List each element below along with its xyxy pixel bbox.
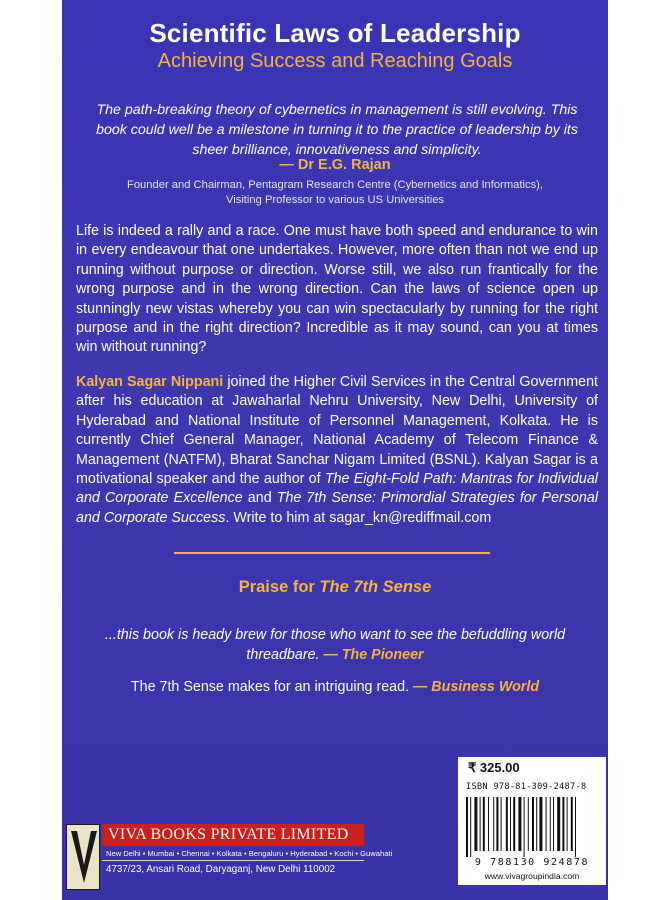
publisher-block xyxy=(66,824,393,890)
endorsement-author: — Dr E.G. Rajan xyxy=(279,157,391,173)
isbn: ISBN 978-81-309-2487-8 xyxy=(466,782,587,792)
endorsement-role-line1: Founder and Chairman, Pentagram Research Centre (Cybernetics and Informatics), xyxy=(127,179,543,191)
price: ₹ 325.00 xyxy=(468,760,520,775)
author-bio xyxy=(76,373,598,528)
publisher-address: 4737/23, Ansari Road, Daryaganj, New Delhi 110002 xyxy=(106,864,336,875)
publisher-name: VIVA BOOKS PRIVATE LIMITED xyxy=(102,824,364,846)
publisher-logo-icon xyxy=(66,824,100,890)
endorsement-quote: The path-breaking theory of cybernetics in management is still evolving. This book could well be a milestone in turning it to the practice of leadership by its sheer brilliance, innovativeness and simplicity. xyxy=(96,102,578,158)
endorsement-role-line2: Visiting Professor to various US Universities xyxy=(225,194,445,206)
praise-heading-book: The 7th Sense xyxy=(319,578,432,596)
section-divider xyxy=(174,552,490,554)
publisher-website: www.vivagroupindia.com xyxy=(484,871,580,881)
author-bio-text1: joined the Higher Civil Services in the Central Government after his education at Jawaharlal Nehru University, New Delhi, University of Hyderabad and National Institute of Personnel Management, Kolkata. He is currently Chief General Manager, National Academy of Telecom Finance & Management (NATFM), Bharat Sanchar Nigam Limited (BSNL). Kalyan Sagar is a motivational speaker and the author of xyxy=(76,374,598,488)
author-book2: The 7th Sense: Primordial Strategies for Personal and Corporate Success xyxy=(76,490,598,526)
book-subtitle: Achieving Success and Reaching Goals xyxy=(157,50,513,72)
barcode-icon xyxy=(464,797,600,857)
author-book1: The Eight-Fold Path: Mantras for Individual and Corporate Excellence xyxy=(76,471,598,507)
author-bio-text3: . Write to him at sagar_kn@rediffmail.com xyxy=(225,509,492,526)
praise-heading-prefix: Praise for xyxy=(238,578,320,596)
review-business-world xyxy=(62,679,608,695)
book-title: Scientific Laws of Leadership xyxy=(149,18,521,48)
review-pioneer xyxy=(92,625,578,665)
book-blurb: Life is indeed a rally and a race. One must have both speed and endurance to win in every endeavour that one undertakes. However, more often than not we end up running without purpose or direction. Worse still, we also run frantically for the wrong purpose and in the wrong direction. Can the laws of science open up stunningly new vistas whereby you can win spectacularly by running for the right purpose and in the right direction? Incredible as it may sound, can you at times win without running? xyxy=(76,223,598,356)
review-pioneer-text: ...this book is heady brew for those who want to see the befuddling world threadbare. xyxy=(104,627,566,663)
praise-heading xyxy=(62,578,608,597)
author-name: Kalyan Sagar Nippani xyxy=(76,374,224,390)
publisher-rule xyxy=(102,860,364,861)
price-barcode-block xyxy=(458,757,606,885)
publisher-cities: New Delhi • Mumbai • Chennai • Kolkata • Bengaluru • Hyderabad • Kochi • Guwahati xyxy=(106,849,393,858)
review-business-world-text: The 7th Sense makes for an intriguing read. xyxy=(130,679,414,695)
back-cover xyxy=(62,0,608,900)
endorsement-role xyxy=(92,178,578,208)
review-business-world-source: — Business World xyxy=(413,679,540,695)
author-bio-text2: and xyxy=(242,490,277,507)
barcode-digits: 9 788130 924878 xyxy=(474,857,590,868)
review-pioneer-source: — The Pioneer xyxy=(323,647,424,663)
